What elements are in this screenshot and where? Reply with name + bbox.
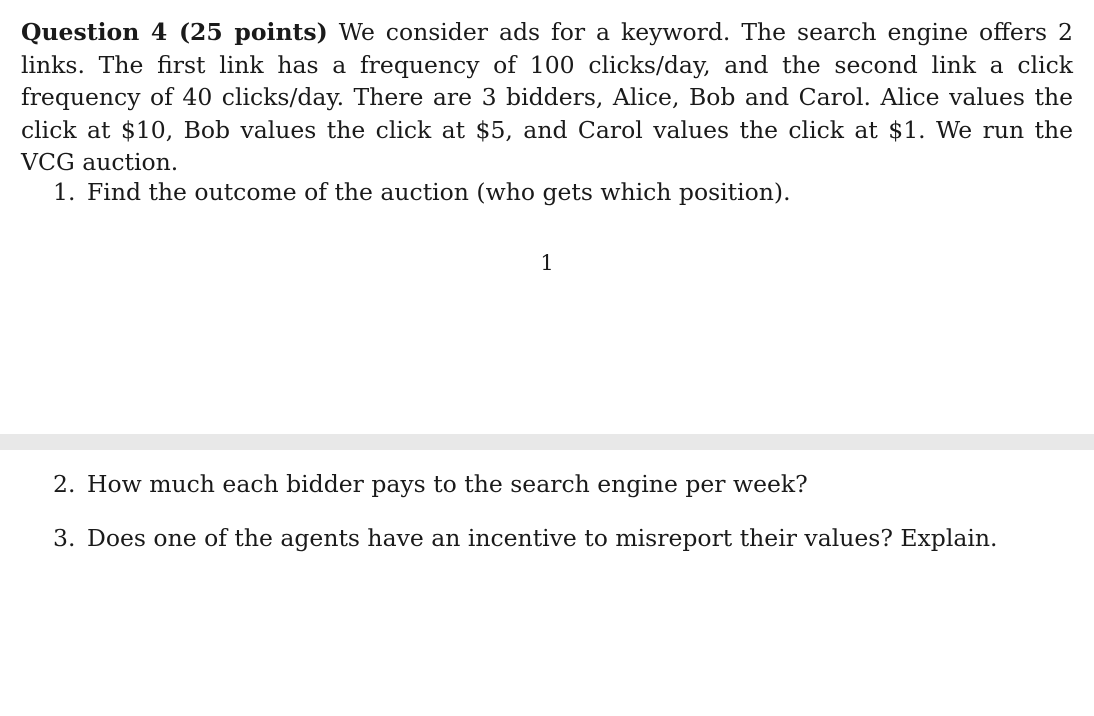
question-heading: Question 4 (25 points) — [21, 18, 328, 46]
list-item-number: 2. — [53, 470, 76, 498]
list-item-2 — [53, 469, 808, 499]
list-item-number: 3. — [53, 524, 76, 552]
list-item-number: 1. — [53, 178, 76, 206]
list-item-text: Does one of the agents have an incentive to misreport their values? Explain. — [87, 524, 998, 552]
list-item-3 — [53, 523, 998, 553]
list-item-text: How much each bidder pays to the search engine per week? — [87, 470, 808, 498]
question-body: We consider ads for a keyword. The search engine offers 2 links. The first link has a frequency of 100 clicks/day, and the second link a click frequency of 40 clicks/day. There are 3 bidders, Alice, Bob and Carol. Alice values the click at $10, Bob values the click at $5, and Carol values the click at $1. We run the VCG auction. — [21, 18, 1073, 176]
page-separator — [0, 434, 1094, 450]
list-item-text: Find the outcome of the auction (who gets which position). — [87, 178, 791, 206]
list-item-1 — [53, 177, 791, 207]
question-paragraph — [21, 16, 1073, 179]
page-2 — [0, 450, 1094, 716]
page-number: 1 — [540, 251, 554, 275]
